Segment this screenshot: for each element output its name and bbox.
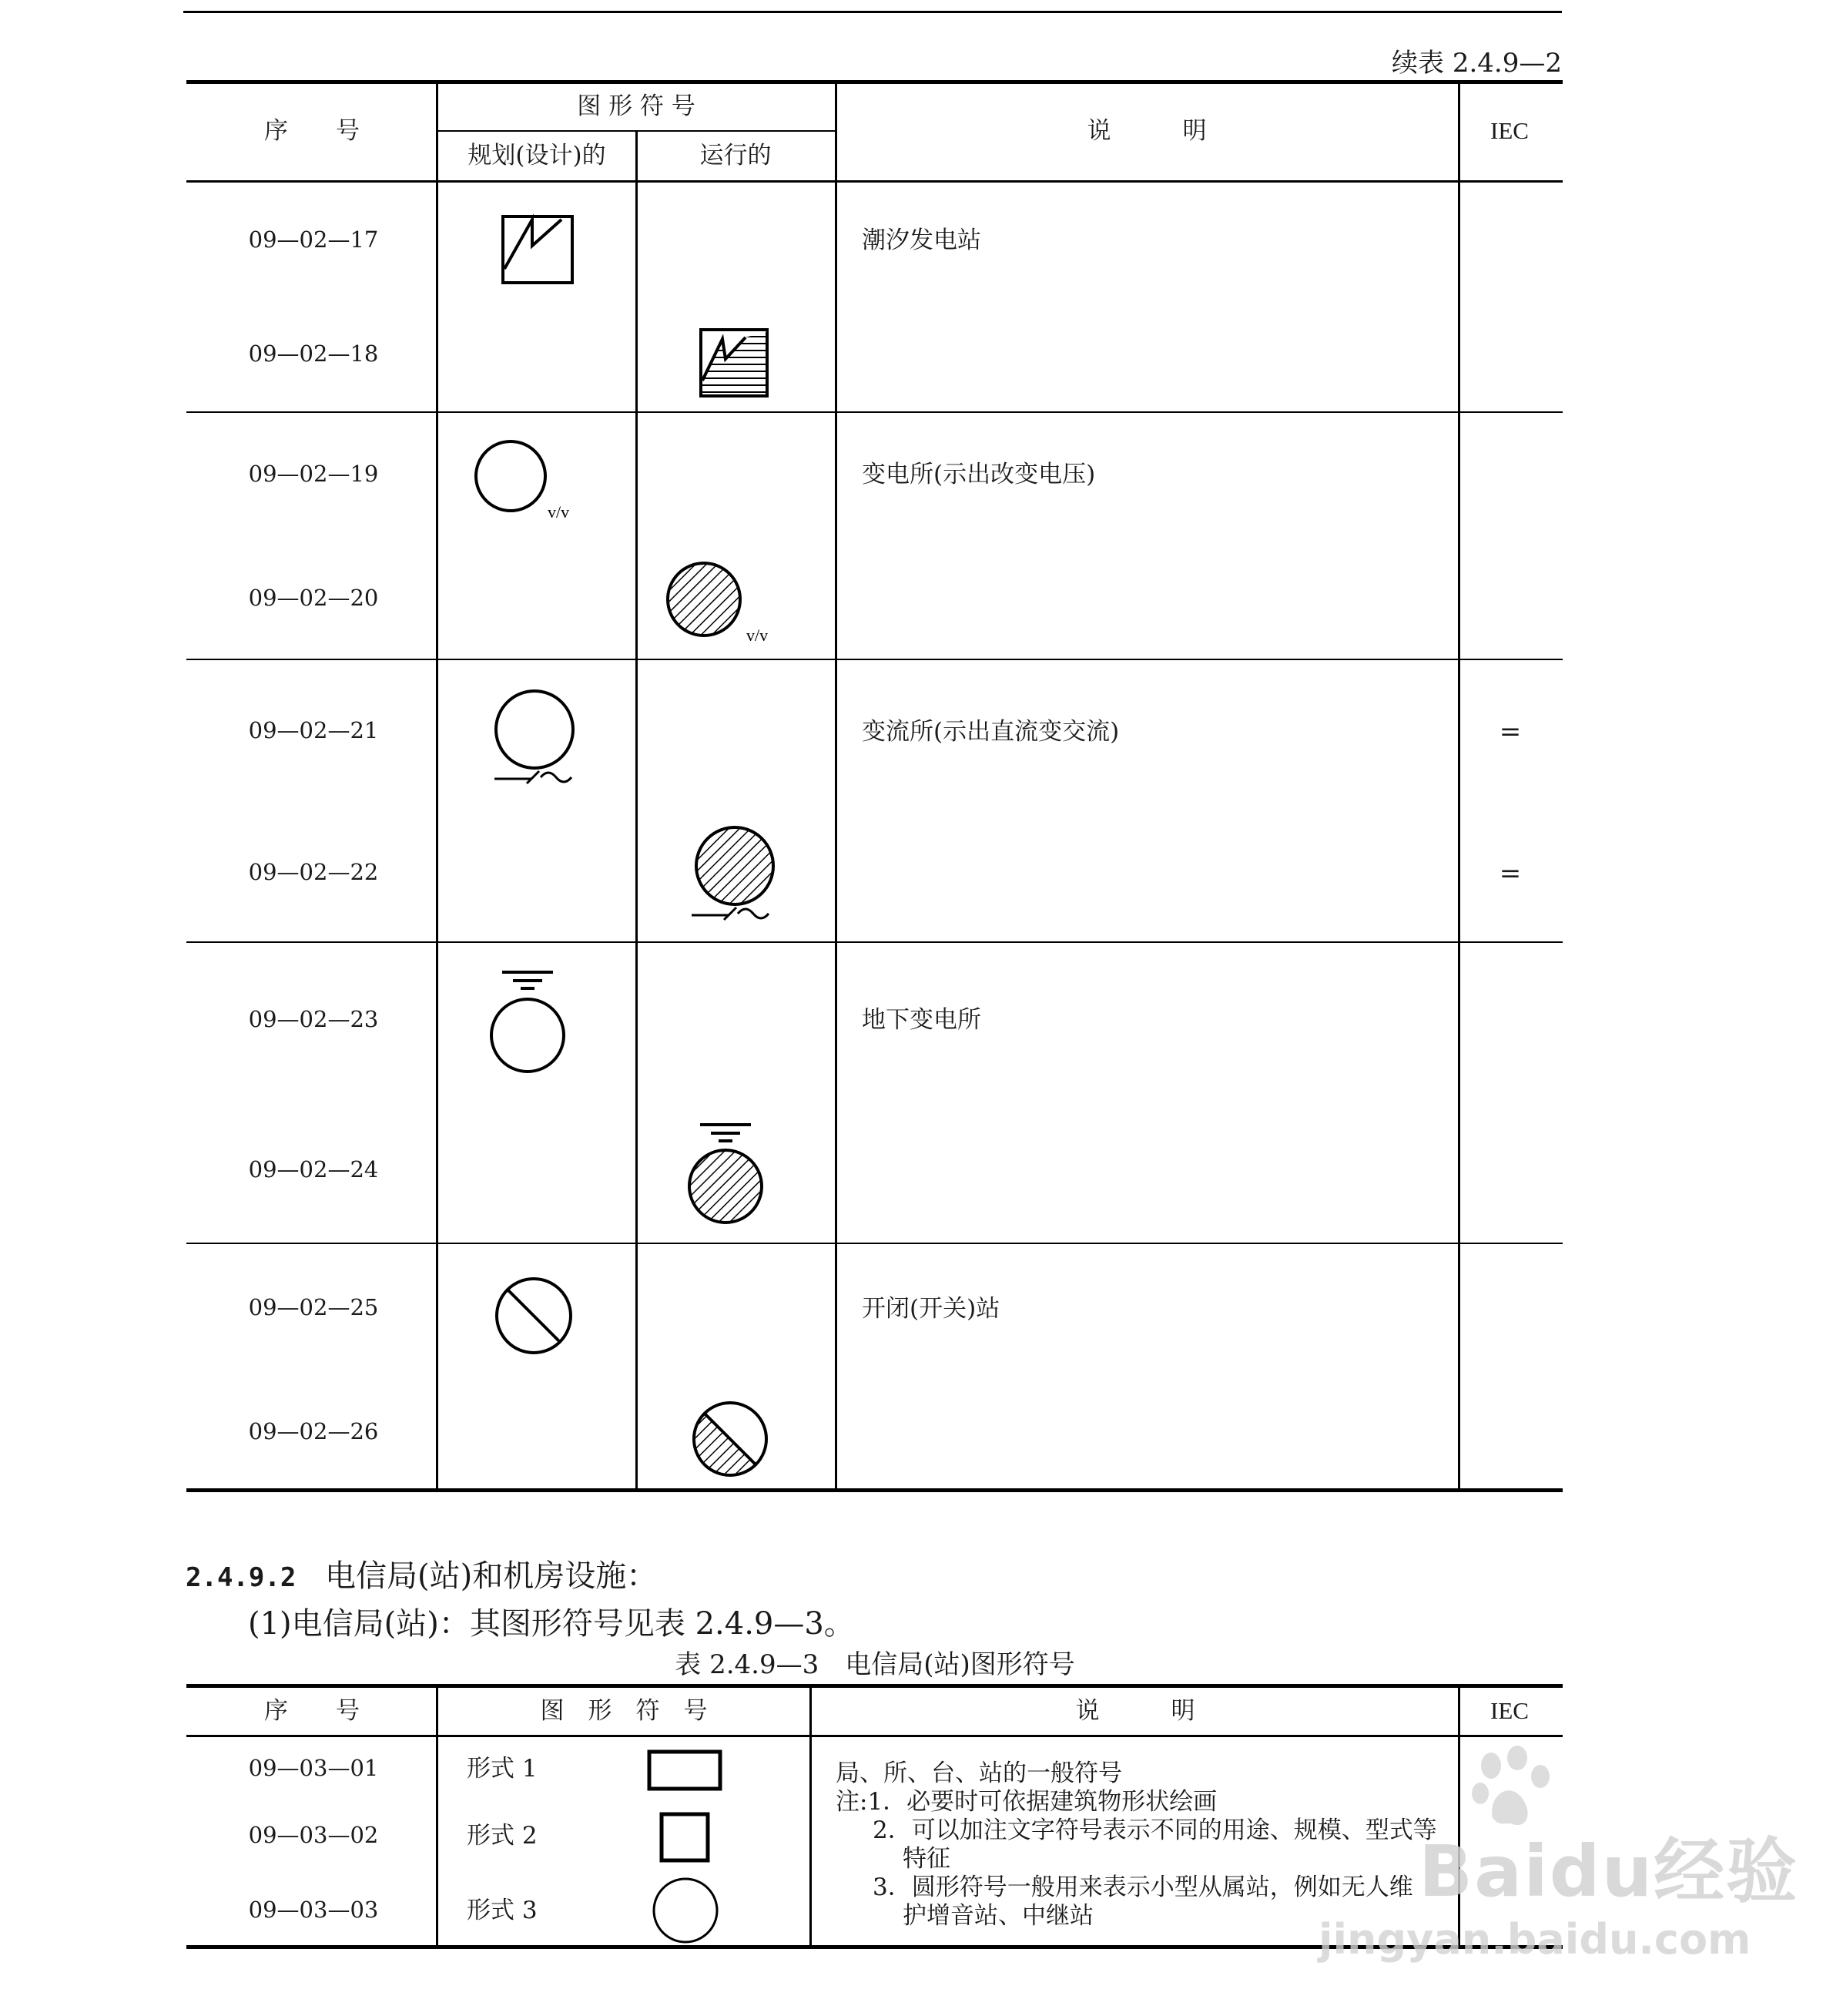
section-heading: 电信局(站)和机房设施： <box>325 1558 658 1594</box>
row-code: 09—03—02 <box>248 1822 379 1848</box>
table-top-border <box>186 1684 1563 1688</box>
underground-substation-operating-icon <box>688 1122 772 1229</box>
note-line: 2．可以加注文字符号表示不同的用途、规模、型式等 <box>873 1816 1437 1844</box>
row-description: 潮汐发电站 <box>862 226 981 254</box>
row-code: 09—02—21 <box>248 717 379 743</box>
row-code: 09—02—23 <box>248 1006 379 1032</box>
note-line: 护增音站、中继站 <box>903 1902 1094 1930</box>
row-description: 变电所(示出改变电压) <box>862 461 1096 488</box>
section-number: 2.4.9.2 <box>186 1562 297 1593</box>
col-divider-1 <box>436 1686 438 1947</box>
iec-mark: = <box>1499 858 1522 889</box>
header-operating: 运行的 <box>699 142 772 169</box>
row-code: 09—03—03 <box>248 1897 379 1923</box>
col-divider-2 <box>809 1686 812 1947</box>
tidal-station-planned-icon <box>501 215 575 286</box>
header-bottom-rule <box>186 1735 1563 1737</box>
header-iec: IEC <box>1490 117 1529 144</box>
row-description: 变流所(示出直流变交流) <box>862 718 1120 746</box>
col-divider-2 <box>635 130 638 1491</box>
section-item: (1)电信局(站)：其图形符号见表 2.4.9—3。 <box>248 1606 855 1642</box>
voltage-label: v/v <box>548 502 570 522</box>
telecom-station-form1-icon <box>647 1749 724 1793</box>
row-code: 09—02—19 <box>248 461 379 487</box>
row-description: 地下变电所 <box>862 1006 981 1034</box>
table-bottom-border <box>186 1488 1563 1492</box>
header-iec: IEC <box>1490 1697 1529 1724</box>
row-code: 09—02—22 <box>248 859 379 885</box>
row-code: 09—02—20 <box>248 585 379 611</box>
header-symbol: 图 形 符 号 <box>540 1697 708 1725</box>
iec-mark: = <box>1499 716 1522 747</box>
note-line: 注:1．必要时可依据建筑物形状绘画 <box>836 1788 1218 1816</box>
substation-planned-icon <box>474 440 598 525</box>
row-divider <box>186 411 1563 413</box>
row-divider <box>186 941 1563 943</box>
row-code: 09—02—18 <box>248 340 379 367</box>
row-divider <box>186 659 1563 660</box>
row-divider <box>186 1243 1563 1244</box>
row-code: 09—02—24 <box>248 1156 379 1182</box>
row-description: 开闭(开关)站 <box>862 1295 1000 1323</box>
telecom-station-form3-icon <box>652 1877 721 1946</box>
col-divider-1 <box>436 82 438 1491</box>
watermark-brand: Baidu经验 <box>1419 1830 1799 1913</box>
tidal-station-operating-icon <box>699 328 770 399</box>
table-top-border <box>186 80 1563 84</box>
converter-station-operating-icon <box>689 824 781 924</box>
col-divider-4 <box>1458 82 1460 1491</box>
row-code: 09—02—17 <box>248 226 379 253</box>
row-code: 09—03—01 <box>248 1755 379 1781</box>
underground-substation-planned-icon <box>490 969 575 1077</box>
watermark-url: jingyan.baidu.com <box>1319 1915 1751 1964</box>
form-label: 形式 2 <box>467 1822 538 1850</box>
header-bottom-rule <box>186 180 1563 183</box>
note-line: 特征 <box>903 1845 950 1873</box>
header-planned: 规划(设计)的 <box>467 142 606 169</box>
telecom-station-form2-icon <box>659 1812 712 1864</box>
converter-station-planned-icon <box>493 688 585 788</box>
form-label: 形式 3 <box>467 1897 538 1924</box>
row-code: 09—02—25 <box>248 1294 379 1320</box>
row-code: 09—02—26 <box>248 1418 379 1444</box>
header-symbol: 图 形 符 号 <box>577 92 695 120</box>
switching-station-planned-icon <box>494 1276 574 1356</box>
switching-station-operating-icon <box>690 1399 770 1479</box>
header-desc: 说 明 <box>1087 117 1207 145</box>
voltage-label: v/v <box>746 626 769 645</box>
page-top-rule <box>183 11 1562 13</box>
substation-operating-icon <box>665 561 796 646</box>
header-seq: 序 号 <box>264 1697 360 1725</box>
form-label: 形式 1 <box>467 1755 538 1783</box>
col-divider-3 <box>835 82 837 1491</box>
table-caption: 表 2.4.9—3 电信局(站)图形符号 <box>675 1649 1075 1680</box>
note-line: 3．圆形符号一般用来表示小型从属站，例如无人维 <box>873 1873 1413 1901</box>
header-seq: 序 号 <box>264 117 360 145</box>
note-line: 局、所、台、站的一般符号 <box>836 1759 1122 1787</box>
table-caption: 续表 2.4.9—2 <box>1392 48 1562 79</box>
header-desc: 说 明 <box>1075 1697 1195 1725</box>
